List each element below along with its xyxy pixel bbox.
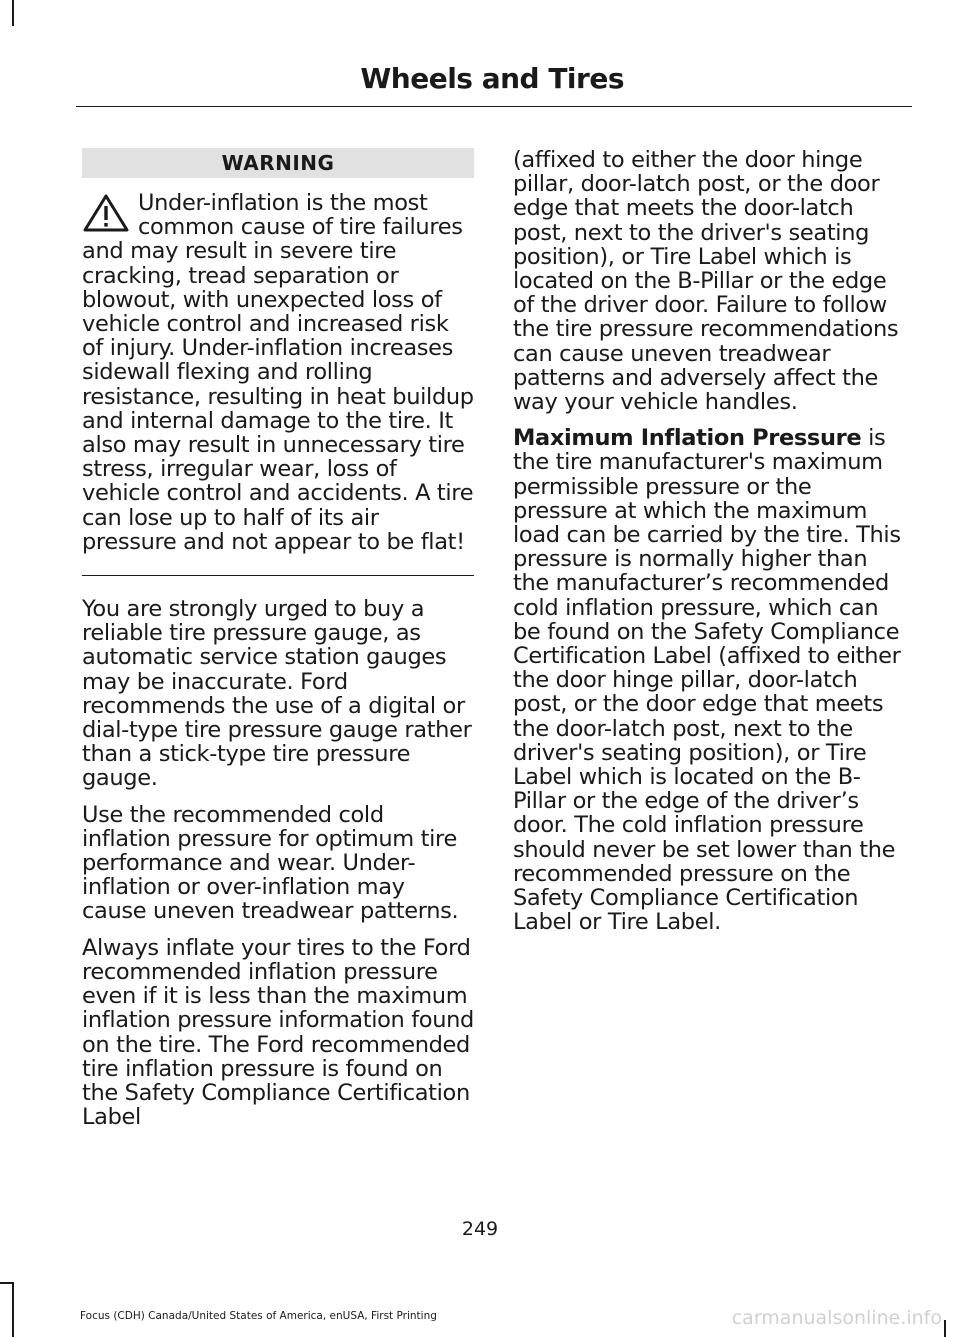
- warning-heading: WARNING: [82, 148, 474, 178]
- warning-box: [82, 191, 474, 554]
- crop-mark-top-left: [12, 0, 14, 26]
- paragraph-continuation: (affixed to either the door hinge pillar, door-latch post, or the door edge that meets the door-latch post, next to the driver's seating position), or Tire Label which is located on the B-Pillar or the edge of the driver door. Failure to follow the tire pressure recommendations can cause uneven treadwear patterns and adversely affect the way your vehicle handles.: [513, 147, 899, 416]
- warning-triangle-icon: [82, 193, 130, 233]
- left-column: [82, 148, 474, 1141]
- warning-text: Under-inflation is the most common cause of tire failures and may result in severe tire cracking, tread separation or blowout, with unexpected loss of vehicle control and increased risk of injury. Under-inflation increases sidewall flexing and rolling resistance, resulting in heat buildup and internal damage to the tire. It also may result in unnecessary tire stress, irregular wear, loss of vehicle control and accidents. A tire can lose up to half of its air pressure and not appear to be flat!: [82, 190, 474, 555]
- paragraph-cold-pressure: Use the recommended cold inflation pressure for optimum tire performance and wear. Under-inflation or over-inflation may cause uneven treadwear patterns.: [82, 801, 459, 925]
- edition-footer: Focus (CDH) Canada/United States of America, enUSA, First Printing: [80, 1310, 437, 1322]
- header-rule: [76, 106, 912, 107]
- crop-mark-bottom-right: [944, 1320, 946, 1337]
- term-max-inflation: Maximum Inflation Pressure: [513, 425, 862, 452]
- crop-mark-bottom-left: [12, 1282, 14, 1337]
- crop-mark-bottom-left-h: [0, 1282, 14, 1284]
- watermark: carmanualsonline.info: [731, 1307, 942, 1329]
- paragraph-gauge: You are strongly urged to buy a reliable tire pressure gauge, as automatic service station gauges may be inaccurate. Ford recommends the use of a digital or dial-type tire pressure gauge rather than a stick-type tire pressure gauge.: [82, 596, 472, 792]
- right-column: [513, 148, 907, 947]
- warning-end-rule: [82, 575, 474, 576]
- paragraph-inflate: Always inflate your tires to the Ford recommended inflation pressure even if it is less than the maximum inflation pressure information found on the tire. The Ford recommended tire inflation pressure is found on the Safety Compliance Certification Label: [82, 934, 474, 1131]
- max-inflation-definition: is the tire manufacturer's maximum permissible pressure or the pressure at which the maximum load can be carried by the tire. This pressure is normally higher than the manufacturer’s recommended cold inflation pressure, which can be found on the Safety Compliance Certification Label (affixed to either the door hinge pillar, door-latch post, or the door edge that meets the door-latch post, next to the driver's seating position), or Tire Label which is located on the B-Pillar or the edge of the driver’s door. The cold inflation pressure should never be set lower than the recommended pressure on the Safety Compliance Certification Label or Tire Label.: [513, 425, 901, 936]
- paragraph-max-inflation: [513, 426, 907, 934]
- section-title: Wheels and Tires: [360, 62, 624, 95]
- page-number: 249: [461, 1218, 499, 1240]
